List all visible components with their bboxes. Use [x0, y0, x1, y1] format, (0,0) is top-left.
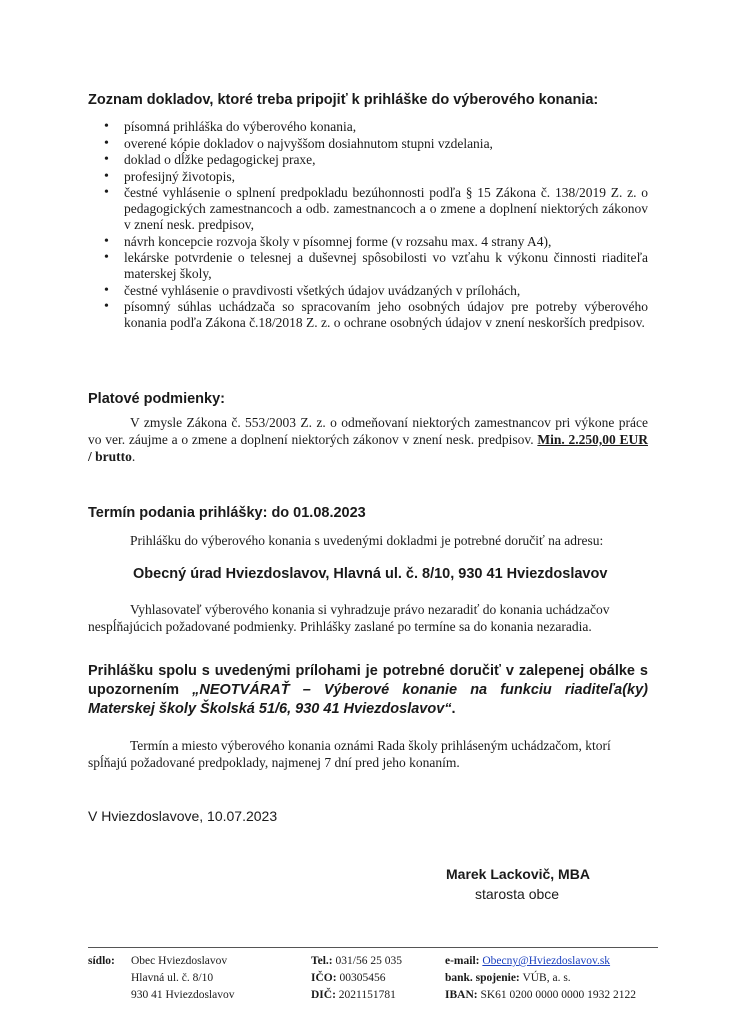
footer-seat-label: sídlo: — [88, 955, 115, 967]
salary-end: . — [131, 449, 136, 464]
footer-seat-line: Hlavná ul. č. 8/10 — [131, 972, 214, 984]
term-text: Termín a miesto výberového konania oznámi Rada školy prihláseným uchádzačom, ktorí spĺňajú požadované predpoklady, najmenej 7 dní pred jeho konaním. — [88, 738, 611, 770]
footer-bank: bank. spojenie: VÚB, a. s. — [445, 972, 571, 984]
footer-dic: DIČ: 2021151781 — [311, 989, 396, 1001]
envelope-instruction — [88, 662, 648, 719]
signer-title: starosta obce — [475, 886, 560, 902]
salary-heading: Platové podmienky: — [88, 391, 225, 407]
footer-divider — [88, 947, 658, 948]
reserve-text: Vyhlasovateľ výberového konania si vyhradzuje právo nezaradiť do konania uchádzačov nespĺňajúcich požadované podmienky. Prihlášky zaslané po termíne sa do konania nezaradia. — [88, 602, 610, 634]
list-item: • čestné vyhlásenie o splnení predpokladu bezúhonnosti podľa § 15 Zákona č. 138/2019 Z. z. o pedagogických zamestnancoch a odb. zamestnancoch a o zmene a doplnení niektorých zákonov v znení nesk. predpisov, — [88, 185, 648, 233]
list-item: • profesijný životopis, — [88, 169, 648, 185]
footer-iban: IBAN: SK61 0200 0000 0000 1932 2122 — [445, 989, 637, 1001]
email-link[interactable]: Obecny@Hviezdoslavov.sk — [482, 955, 611, 967]
envelope-end: . — [451, 701, 456, 717]
deliver-text: Prihlášku do výberového konania s uvedenými dokladmi je potrebné doručiť na adresu: — [130, 533, 604, 548]
footer-tel: Tel.: 031/56 25 035 — [311, 955, 402, 967]
deadline-heading: Termín podania prihlášky: do 01.08.2023 — [88, 505, 366, 521]
salary-text: V zmysle Zákona č. 553/2003 Z. z. o odmeňovaní niektorých zamestnancov pri výkone práce vo ver. záujme a o zmene a doplnení niektorých zákonov v znení nesk. predpisov. — [88, 415, 648, 447]
envelope-quote: „NEOTVÁRAŤ – Výberové konanie na funkciu riaditeľa(ky) Materskej školy Školská 51/6, 930 41 Hviezdoslavov“ — [88, 682, 648, 717]
list-item: • písomná prihláška do výberového konania, — [88, 119, 648, 135]
list-item: • čestné vyhlásenie o pravdivosti všetkých údajov uvádzaných v prílohách, — [88, 283, 648, 299]
documents-heading: Zoznam dokladov, ktoré treba pripojiť k prihláške do výberového konania: — [88, 92, 599, 108]
list-item: • doklad o dĺžke pedagogickej praxe, — [88, 152, 648, 168]
reserve-paragraph — [88, 601, 648, 635]
salary-paragraph — [88, 414, 648, 465]
list-item: • písomný súhlas uchádzača so spracovaním jeho osobných údajov pre potreby výberového konania podľa Zákona č.18/2018 Z. z. o ochrane osobných údajov v znení neskorších predpisov. — [88, 299, 648, 331]
footer-email: e-mail: Obecny@Hviezdoslavov.sk — [445, 955, 611, 967]
list-item: • overené kópie dokladov o najvyššom dosiahnutom stupni vzdelania, — [88, 136, 648, 152]
delivery-address: Obecný úrad Hviezdoslavov, Hlavná ul. č. 8/10, 930 41 Hviezdoslavov — [133, 566, 608, 582]
footer-seat-line: 930 41 Hviezdoslavov — [131, 989, 235, 1001]
list-item: • návrh koncepcie rozvoja školy v písomnej forme (v rozsahu max. 4 strany A4), — [88, 234, 648, 250]
place-date: V Hviezdoslavove, 10.07.2023 — [88, 808, 278, 824]
signer-name: Marek Lackovič, MBA — [446, 866, 590, 882]
footer-ico: IČO: 00305456 — [311, 972, 386, 984]
footer-seat-line: Obec Hviezdoslavov — [131, 955, 228, 967]
envelope-text: Prihlášku spolu s uvedenými prílohami je potrebné doručiť v zalepenej obálke s upozornením — [88, 663, 648, 698]
salary-amount: Min. 2.250,00 EUR — [537, 432, 648, 447]
term-paragraph — [88, 737, 648, 771]
salary-suffix: / brutto — [88, 449, 132, 464]
documents-list — [88, 119, 648, 332]
list-item: • lekárske potvrdenie o telesnej a duševnej spôsobilosti vo vzťahu k výkonu činnosti riaditeľa materskej školy, — [88, 250, 648, 282]
